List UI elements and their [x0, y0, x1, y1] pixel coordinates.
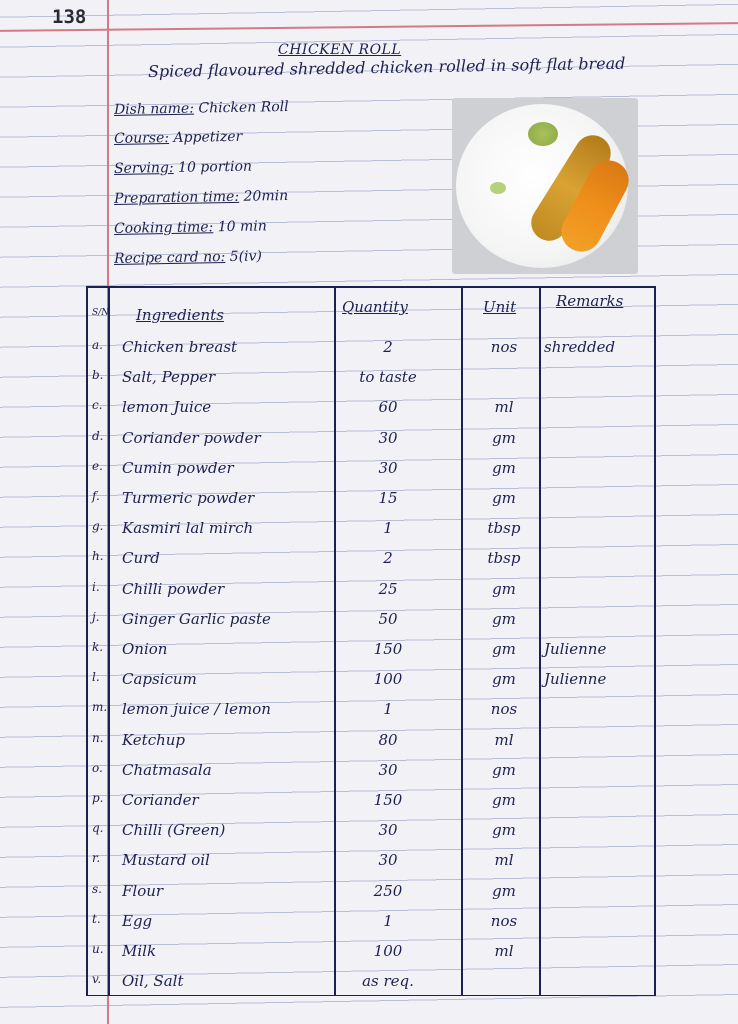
row-ingredient: Chilli (Green) — [122, 821, 226, 840]
row-quantity: 100 — [373, 670, 403, 689]
row-sn: l. — [92, 670, 100, 685]
table-row — [86, 787, 656, 817]
row-sn: q. — [92, 821, 104, 836]
table-row — [86, 515, 656, 545]
recipe-title: CHICKEN ROLL — [278, 42, 402, 58]
row-ingredient: lemon juice / lemon — [122, 700, 271, 719]
row-unit: nos — [490, 700, 518, 719]
row-ingredient: Onion — [122, 640, 168, 658]
dish-photo — [452, 98, 638, 274]
recipe-subtitle: Spiced flavoured shredded chicken rolled in soft flat bread — [147, 53, 626, 81]
info-value: 20min — [243, 187, 289, 205]
row-ingredient: lemon Juice — [122, 398, 212, 417]
row-quantity: to taste — [359, 368, 417, 387]
row-unit: tbsp — [487, 549, 521, 568]
header-remarks: Remarks — [556, 292, 624, 310]
row-quantity: 30 — [378, 821, 398, 840]
row-unit: tbsp — [487, 519, 521, 538]
row-unit: gm — [492, 791, 516, 809]
table-row — [86, 485, 656, 515]
row-quantity: 80 — [378, 730, 398, 749]
row-ingredient: Oil, Salt — [122, 972, 184, 991]
plate — [456, 104, 628, 268]
row-quantity: 30 — [378, 458, 398, 477]
row-unit: gm — [492, 458, 516, 477]
ingredients-table — [86, 286, 656, 996]
table-row — [86, 817, 656, 847]
row-unit: gm — [492, 881, 516, 900]
row-ingredient: Chicken breast — [122, 338, 238, 356]
info-value: Appetizer — [173, 128, 243, 146]
info-label: Preparation time: — [113, 188, 240, 207]
header-sn: S/N — [92, 308, 110, 318]
row-remarks: shredded — [544, 338, 616, 356]
row-unit: ml — [494, 942, 514, 960]
info-label: Dish name: — [113, 100, 195, 118]
row-sn: h. — [92, 549, 104, 564]
row-quantity: 60 — [378, 398, 398, 417]
table-row — [86, 847, 656, 877]
info-value: Chicken Roll — [198, 98, 289, 117]
row-unit: nos — [490, 911, 518, 930]
row-unit: ml — [494, 851, 514, 870]
table-top-border — [86, 286, 656, 288]
row-quantity: 50 — [378, 609, 398, 628]
garnish — [490, 182, 506, 194]
garnish — [528, 122, 558, 146]
info-preparation-time — [114, 188, 288, 207]
row-unit: gm — [492, 821, 516, 840]
row-quantity: 2 — [383, 549, 393, 568]
row-ingredient: Kasmiri lal mirch — [122, 519, 254, 538]
row-quantity: 150 — [373, 791, 403, 809]
header-ingredients: Ingredients — [136, 306, 224, 324]
table-row — [86, 666, 656, 696]
row-unit: ml — [494, 398, 514, 417]
row-quantity: 1 — [383, 519, 393, 538]
table-row — [86, 727, 656, 757]
header-unit: Unit — [483, 298, 517, 316]
row-quantity: 30 — [378, 760, 398, 779]
row-sn: d. — [92, 428, 104, 443]
top-margin-line — [0, 22, 738, 32]
row-unit: ml — [494, 730, 514, 749]
table-row — [86, 455, 656, 485]
row-sn: o. — [92, 760, 103, 775]
info-label: Cooking time: — [113, 219, 214, 237]
row-sn: m. — [92, 700, 108, 715]
info-dish-name — [114, 99, 289, 118]
row-ingredient: Egg — [122, 911, 153, 930]
info-value: 10 min — [217, 218, 267, 236]
row-quantity: 30 — [378, 428, 398, 447]
row-unit: gm — [492, 609, 516, 628]
page-number: 138 — [52, 6, 87, 28]
table-row — [86, 425, 656, 455]
row-ingredient: Coriander powder — [122, 428, 261, 447]
row-sn: b. — [92, 368, 104, 383]
row-ingredient: Flour — [122, 881, 164, 900]
info-value: 5(iv) — [229, 248, 263, 265]
row-ingredient: Salt, Pepper — [122, 368, 216, 387]
row-sn: i. — [92, 579, 100, 594]
row-sn: a. — [92, 338, 103, 352]
row-remarks: Julienne — [544, 670, 607, 689]
row-unit: gm — [492, 760, 516, 779]
row-quantity: 250 — [373, 881, 403, 900]
info-cooking-time — [114, 218, 267, 237]
row-quantity: 100 — [373, 942, 403, 960]
row-ingredient: Curd — [122, 549, 160, 568]
row-unit: gm — [492, 670, 516, 689]
row-unit: gm — [492, 640, 516, 658]
info-course — [114, 129, 243, 147]
table-row — [86, 636, 656, 666]
table-row — [86, 394, 656, 424]
table-row — [86, 757, 656, 787]
row-unit: nos — [490, 338, 518, 356]
row-sn: c. — [92, 398, 103, 413]
row-unit: gm — [492, 428, 516, 447]
row-sn: s. — [92, 881, 102, 896]
header-quantity: Quantity — [342, 298, 408, 316]
row-quantity: 15 — [378, 489, 398, 507]
row-sn: j. — [92, 609, 100, 624]
row-ingredient: Ketchup — [122, 730, 186, 749]
row-quantity: 25 — [378, 579, 398, 598]
row-remarks: Julienne — [544, 640, 607, 658]
row-unit: gm — [492, 579, 516, 598]
row-sn: v. — [92, 972, 102, 987]
table-row — [86, 696, 656, 726]
row-sn: r. — [92, 851, 101, 866]
info-label: Serving: — [113, 159, 174, 177]
row-ingredient: Turmeric powder — [122, 489, 255, 507]
row-ingredient: Milk — [122, 942, 157, 960]
table-row — [86, 908, 656, 938]
row-sn: n. — [92, 730, 104, 745]
row-sn: u. — [92, 942, 104, 956]
info-label: Course: — [113, 130, 170, 147]
table-row — [86, 878, 656, 908]
table-row — [86, 545, 656, 575]
table-row — [86, 968, 656, 998]
row-quantity: 150 — [373, 640, 403, 658]
table-row — [86, 938, 656, 968]
info-value: 10 portion — [177, 158, 253, 176]
row-sn: g. — [92, 519, 104, 534]
row-ingredient: Chilli powder — [122, 579, 225, 598]
row-quantity: 2 — [383, 338, 393, 356]
row-sn: t. — [92, 911, 101, 926]
row-unit: gm — [492, 489, 516, 507]
table-row — [86, 334, 656, 364]
row-quantity: 30 — [378, 851, 398, 870]
row-ingredient: Capsicum — [122, 670, 197, 689]
row-ingredient: Chatmasala — [122, 760, 212, 779]
info-recipe-card-no — [114, 248, 262, 267]
row-ingredient: Mustard oil — [122, 851, 210, 870]
row-ingredient: Cumin powder — [122, 458, 234, 477]
info-serving — [114, 159, 252, 177]
table-row — [86, 606, 656, 636]
row-sn: k. — [92, 640, 104, 654]
row-sn: e. — [92, 458, 103, 473]
row-quantity: 1 — [383, 911, 393, 930]
row-ingredient: Coriander — [122, 791, 199, 809]
row-ingredient: Ginger Garlic paste — [122, 609, 271, 628]
row-quantity: 1 — [383, 700, 393, 719]
row-sn: f. — [92, 489, 100, 503]
row-quantity: as req. — [362, 972, 414, 991]
row-sn: p. — [92, 791, 104, 805]
info-label: Recipe card no: — [113, 249, 226, 267]
table-row — [86, 576, 656, 606]
table-row — [86, 364, 656, 394]
